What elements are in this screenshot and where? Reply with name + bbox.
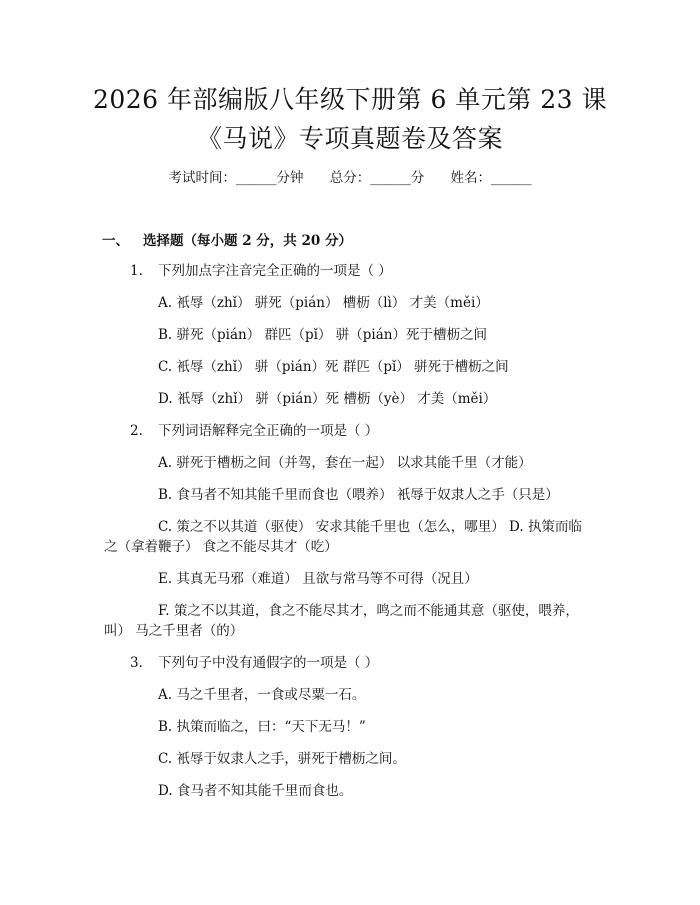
- section-title: 选择题（每小题 2 分，共 20 分）: [143, 233, 352, 249]
- document-title-line2: 《马说》专项真题卷及答案: [196, 124, 503, 153]
- q3-option-a: A. 马之千里者，一食或尽粟一石。: [158, 687, 366, 703]
- question-number: 3.: [130, 655, 143, 671]
- document-title-line1: 2026 年部编版八年级下册第 6 单元第 23 课: [92, 85, 608, 114]
- question-number: 1.: [130, 263, 143, 279]
- q2-option-e: E. 其真无马邪（难道） 且欲与常马等不可得（况且）: [158, 571, 478, 587]
- q3-option-d: D. 食马者不知其能千里而食也。: [158, 783, 353, 799]
- question-1: [130, 262, 392, 280]
- q1-option-b: B. 骈死（pián） 群匹（pǐ） 骈（pián）死于槽枥之间: [158, 327, 487, 343]
- question-stem: 下列加点字注音完全正确的一项是（ ）: [158, 263, 392, 279]
- q1-option-c: C. 衹辱（zhǐ） 骈（pián）死 群匹（pǐ） 骈死于槽枥之间: [158, 359, 509, 375]
- q2-option-c-line1: C. 策之不以其道（驱使） 安求其能千里也（怎么，哪里） D. 执策而临: [158, 519, 582, 535]
- question-stem: 下列词语解释完全正确的一项是（ ）: [158, 423, 379, 439]
- student-name: 姓名：______: [450, 170, 532, 186]
- question-2: [130, 422, 378, 440]
- q1-option-a: A. 衹辱（zhǐ） 骈死（pián） 槽枥（lì） 才美（měi）: [158, 295, 489, 311]
- question-stem: 下列句子中没有通假字的一项是（ ）: [158, 655, 379, 671]
- q1-option-d: D. 衹辱（zhǐ） 骈（pián）死 槽枥（yè） 才美（měi）: [158, 391, 497, 407]
- question-number: 2.: [130, 423, 143, 439]
- exam-time: 考试时间：______分钟: [168, 170, 304, 186]
- q2-option-b: B. 食马者不知其能千里而食也（喂养） 衹辱于奴隶人之手（只是）: [158, 487, 559, 503]
- question-3: [130, 654, 378, 672]
- q2-option-c-line2: 之（拿着鞭子） 食之不能尽其才（吃）: [104, 539, 338, 555]
- q2-option-a: A. 骈死于槽枥之间（并驾，套在一起） 以求其能千里（才能）: [158, 455, 532, 471]
- q3-option-c: C. 衹辱于奴隶人之手，骈死于槽枥之间。: [158, 751, 406, 767]
- section-number: 一、: [102, 233, 129, 249]
- exam-score: 总分：______分: [329, 170, 425, 186]
- q2-option-f-line2: 叫） 马之千里者（的）: [104, 623, 244, 639]
- q2-option-f-line1: F. 策之不以其道，食之不能尽其才，鸣之而不能通其意（驱使，喂养，: [158, 603, 579, 619]
- q3-option-b: B. 执策而临之，曰：“天下无马！”: [158, 719, 366, 735]
- exam-info: [0, 169, 700, 187]
- section-heading: [102, 232, 352, 250]
